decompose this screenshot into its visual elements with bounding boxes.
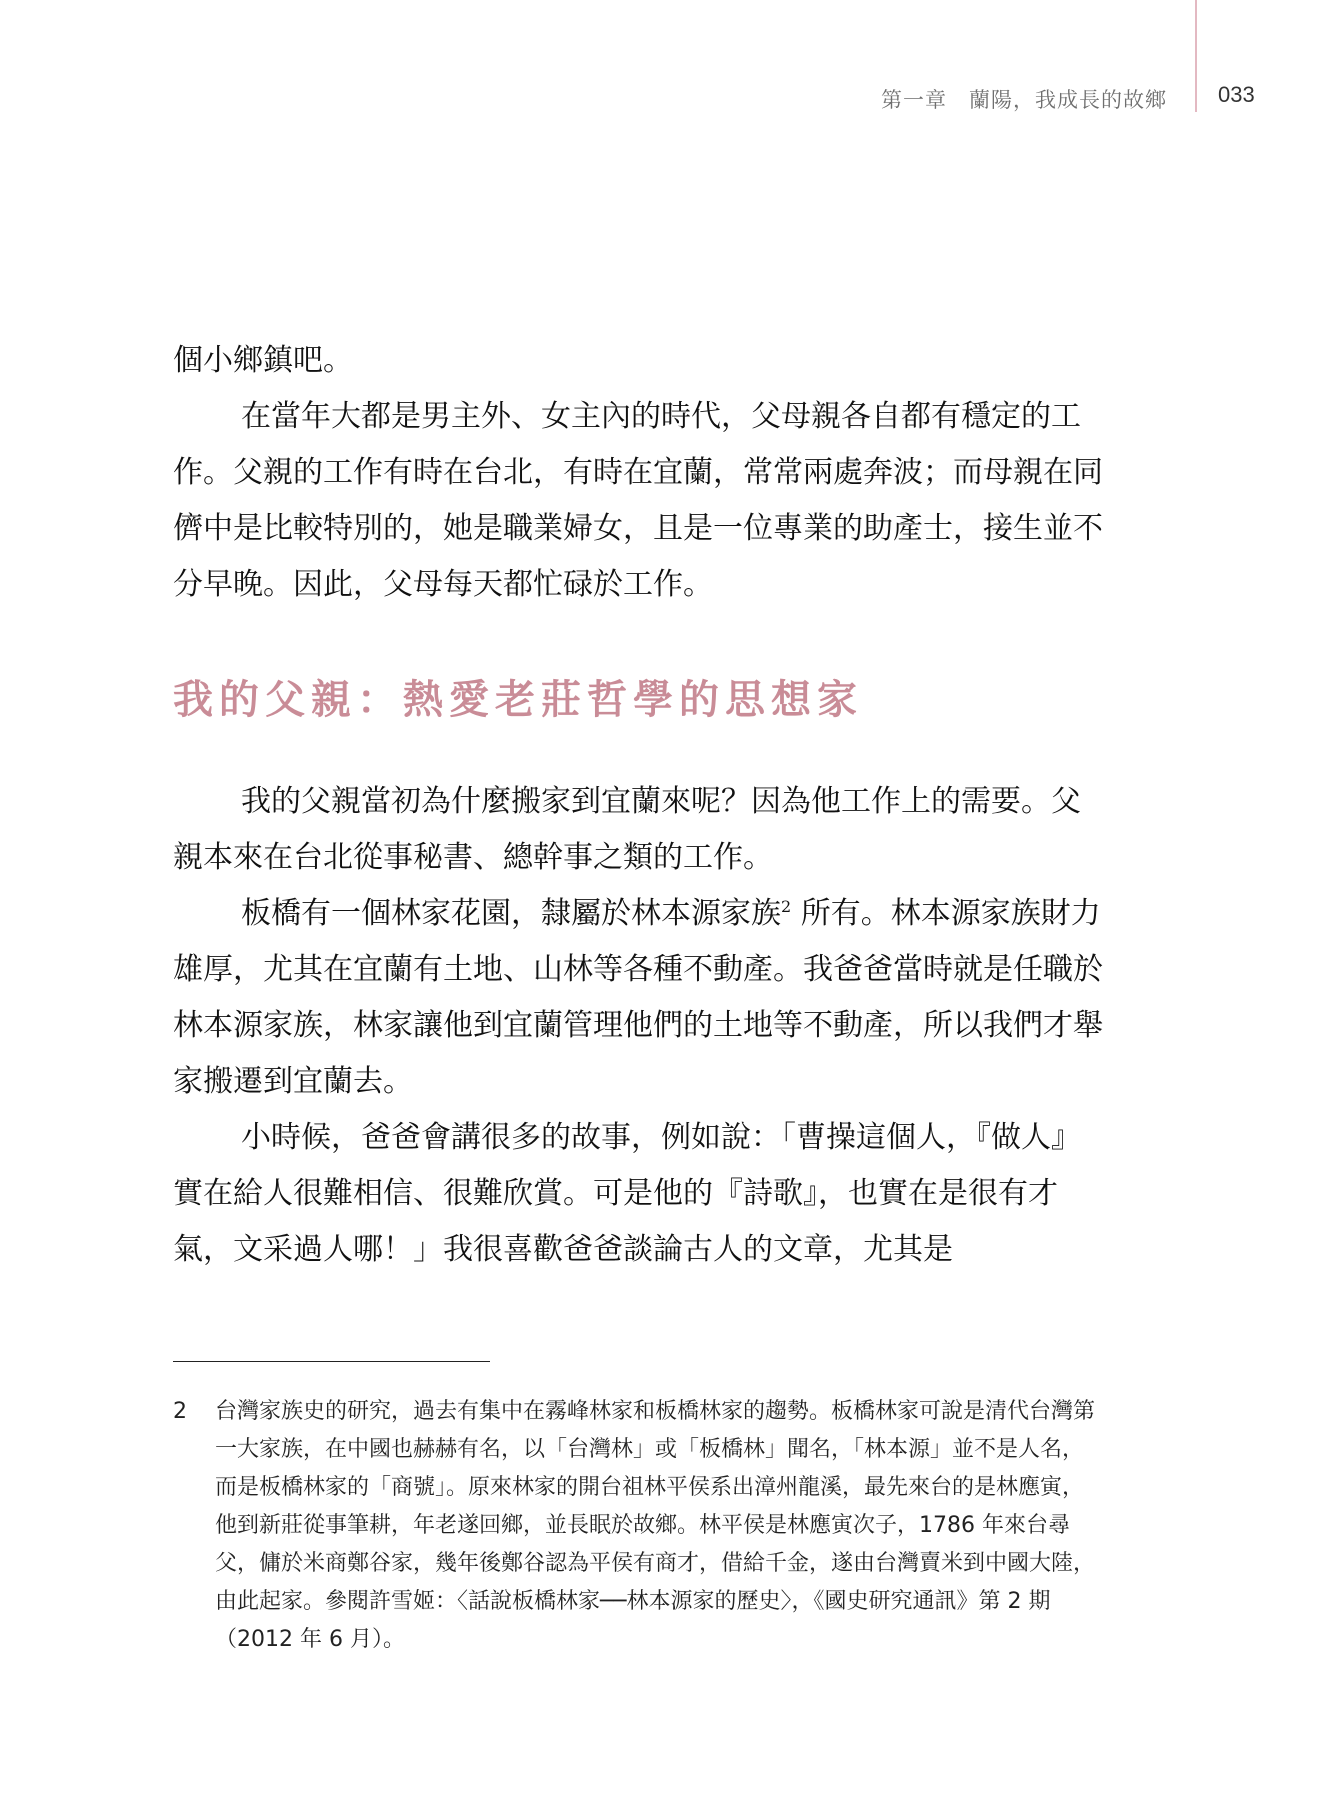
footnote-divider [173, 1361, 490, 1362]
footnote-text: 台灣家族史的研究，過去有集中在霧峰林家和板橋林家的趨勢。板橋林家可說是清代台灣第一大家族，在中國也赫赫有名，以「台灣林」或「板橋林」聞名，「林本源」並不是人名，而是板橋林家的「商號」。原來林家的開台祖林平侯系出漳州龍溪，最先來台的是林應寅，他到新莊從事筆耕，年老遂回鄉，並長眠於故鄉。林平侯是林應寅次子，1786 年來台尋父，傭於米商鄭谷家，幾年後鄭谷認為平侯有商才，借給千金，遂由台灣賣米到中國大陸，由此起家。參閱許雪姬：〈話說板橋林家──林本源家的歷史〉，《國史研究通訊》第 2 期（2012 年 6 月）。 [215, 1399, 1096, 1652]
footnote [173, 1393, 1103, 1659]
section-heading: 我的父親：熱愛老莊哲學的思想家 [173, 676, 863, 723]
paragraph-5: 小時候，爸爸會講很多的故事，例如說：「曹操這個人，『做人』實在給人很難相信、很難欣賞。可是他的『詩歌』，也實在是很有才氣，文采過人哪！」我很喜歡爸爸談論古人的文章，尤其是 [173, 1120, 1081, 1267]
running-header-chapter: 第一章 蘭陽，我成長的故鄉 [881, 88, 1167, 112]
paragraph-4-text-a: 板橋有一個林家花園，隸屬於林本源家族 [241, 896, 781, 931]
paragraph-4 [173, 886, 1103, 1110]
paragraph-2: 在當年大都是男主外、女主內的時代，父母親各自都有穩定的工作。父親的工作有時在台北，有時在宜蘭，常常兩處奔波；而母親在同儕中是比較特別的，她是職業婦女，且是一位專業的助產士，接生並不分早晚。因此，父母每天都忙碌於工作。 [173, 399, 1103, 602]
footnote-reference: 2 [781, 897, 792, 916]
paragraph-3: 我的父親當初為什麼搬家到宜蘭來呢？因為他工作上的需要。父親本來在台北從事秘書、總幹事之類的工作。 [173, 784, 1081, 875]
footnote-number: 2 [173, 1399, 187, 1424]
header-divider [1195, 0, 1197, 112]
page-number: 033 [1218, 82, 1255, 107]
paragraph-4-text-b: 所有。林本源家族財力雄厚，尤其在宜蘭有土地、山林等各種不動產。我爸爸當時就是任職於林本源家族，林家讓他到宜蘭管理他們的土地等不動產，所以我們才舉家搬遷到宜蘭去。 [173, 896, 1103, 1099]
paragraph-1: 個小鄉鎮吧。 [173, 343, 353, 378]
